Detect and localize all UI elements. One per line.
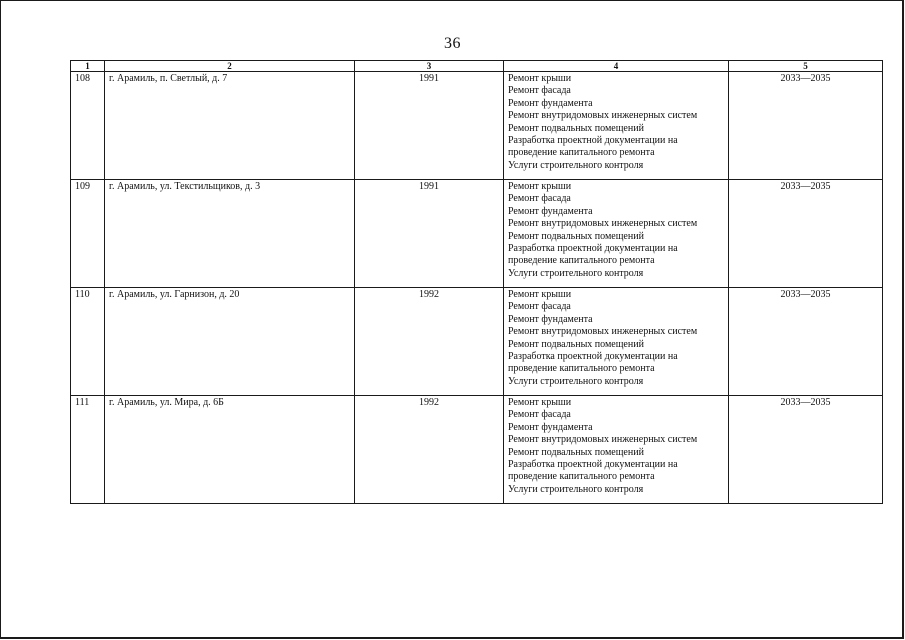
works-cell (504, 72, 729, 180)
work-item: Ремонт фасада (508, 409, 571, 421)
header-col-5: 5 (729, 61, 883, 72)
work-item: Разработка проектной документации на (508, 459, 678, 471)
table-body (71, 72, 883, 504)
table-header (71, 61, 883, 72)
page-number: 36 (444, 35, 461, 52)
row-number: 111 (71, 396, 105, 504)
period-cell: 2033—2035 (729, 288, 883, 396)
header-row (71, 61, 883, 72)
row-number: 110 (71, 288, 105, 396)
work-item: Ремонт крыши (508, 181, 572, 192)
table-row (71, 180, 883, 288)
work-item: Разработка проектной документации на (508, 135, 678, 147)
table-row (71, 72, 883, 180)
work-item: проведение капитального ремонта (508, 471, 655, 483)
work-item: Ремонт подвальных помещений (508, 230, 644, 242)
work-item: Ремонт крыши (508, 289, 572, 300)
header-col-2: 2 (105, 61, 355, 72)
work-item: Ремонт внутридомовых инженерных систем (508, 110, 698, 122)
year-cell: 1992 (355, 396, 504, 504)
work-item: проведение капитального ремонта (508, 255, 655, 267)
work-item: Ремонт фундамента (508, 421, 593, 433)
work-item: Ремонт фасада (508, 85, 571, 97)
work-item: Разработка проектной документации на (508, 243, 678, 255)
work-item: Разработка проектной документации на (508, 351, 678, 363)
address-cell: г. Арамиль, ул. Мира, д. 6Б (105, 396, 355, 504)
work-item: Ремонт внутридомовых инженерных систем (508, 326, 698, 338)
work-item: Ремонт фасада (508, 193, 571, 205)
period-cell: 2033—2035 (729, 180, 883, 288)
work-item: Услуги строительного контроля (508, 483, 644, 495)
address-cell: г. Арамиль, ул. Гарнизон, д. 20 (105, 288, 355, 396)
works-cell (504, 396, 729, 504)
work-item: Услуги строительного контроля (508, 267, 644, 279)
work-item: Ремонт фасада (508, 301, 571, 313)
header-col-3: 3 (355, 61, 504, 72)
row-number: 109 (71, 180, 105, 288)
address-cell: г. Арамиль, ул. Текстильщиков, д. 3 (105, 180, 355, 288)
work-item: Ремонт фундамента (508, 313, 593, 325)
year-cell: 1992 (355, 288, 504, 396)
work-item: Ремонт фундамента (508, 205, 593, 217)
period-cell: 2033—2035 (729, 396, 883, 504)
work-item: Ремонт подвальных помещений (508, 122, 644, 134)
work-item: Ремонт подвальных помещений (508, 338, 644, 350)
work-item: Ремонт крыши (508, 73, 572, 84)
period-cell: 2033—2035 (729, 72, 883, 180)
work-item: Ремонт внутридомовых инженерных систем (508, 218, 698, 230)
repair-schedule-table (70, 60, 883, 504)
year-cell: 1991 (355, 72, 504, 180)
year-cell: 1991 (355, 180, 504, 288)
address-cell: г. Арамиль, п. Светлый, д. 7 (105, 72, 355, 180)
header-col-4: 4 (504, 61, 729, 72)
work-item: Ремонт фундамента (508, 97, 593, 109)
header-col-1: 1 (71, 61, 105, 72)
work-item: Ремонт подвальных помещений (508, 446, 644, 458)
work-item: Ремонт крыши (508, 397, 572, 408)
work-item: проведение капитального ремонта (508, 363, 655, 375)
work-item: Услуги строительного контроля (508, 159, 644, 171)
work-item: Ремонт внутридомовых инженерных систем (508, 434, 698, 446)
table-row (71, 396, 883, 504)
works-cell (504, 288, 729, 396)
work-item: проведение капитального ремонта (508, 147, 655, 159)
table-row (71, 288, 883, 396)
row-number: 108 (71, 72, 105, 180)
works-cell (504, 180, 729, 288)
work-item: Услуги строительного контроля (508, 375, 644, 387)
